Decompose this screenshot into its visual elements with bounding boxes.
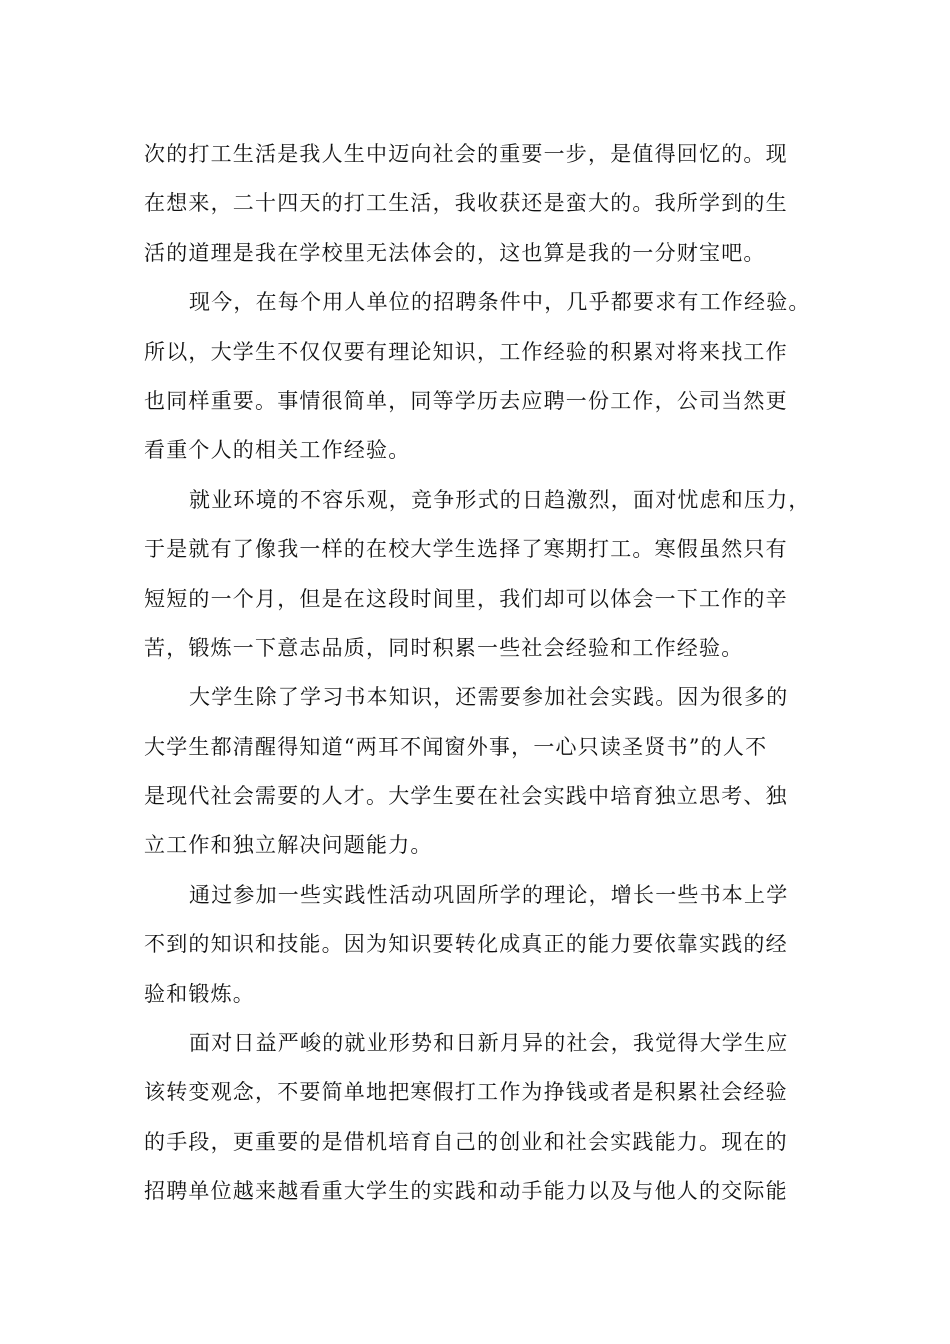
text-line: 的手段，更重要的是借机培育自己的创业和社会实践能力。现在的 [144, 1129, 788, 1154]
paragraph-first-line: 就业环境的不容乐观，竞争形式的日趋激烈，面对忧虑和压力， [189, 487, 811, 512]
text-line: 次的打工生活是我人生中迈向社会的重要一步，是值得回忆的。现 [144, 142, 788, 166]
text-line: 看重个人的相关工作经验。 [144, 438, 411, 463]
document-body [144, 130, 824, 1217]
text-line: 立工作和独立解决问题能力。 [144, 833, 433, 858]
text-line: 验和锻炼。 [144, 981, 255, 1006]
paragraph-first-line: 大学生除了学习书本知识，还需要参加社会实践。因为很多的 [189, 685, 789, 710]
text-line: 在想来，二十四天的打工生活，我收获还是蛮大的。我所学到的生 [144, 191, 788, 216]
text-line: 所以，大学生不仅仅要有理论知识，工作经验的积累对将来找工作 [144, 339, 788, 364]
text-line: 苦，锻炼一下意志品质，同时积累一些社会经验和工作经验。 [144, 635, 744, 660]
paragraph-first-line: 通过参加一些实践性活动巩固所学的理论，增长一些书本上学 [189, 882, 789, 907]
paragraph-first-line: 面对日益严峻的就业形势和日新月异的社会，我觉得大学生应 [189, 1031, 789, 1056]
text-line: 招聘单位越来越看重大学生的实践和动手能力以及与他人的交际能 [144, 1179, 788, 1204]
text-line: 大学生都清醒得知道“两耳不闻窗外事，一心只读圣贤书”的人不 [144, 734, 768, 759]
text-line: 短短的一个月，但是在这段时间里，我们却可以体会一下工作的辛 [144, 586, 788, 611]
text-line: 于是就有了像我一样的在校大学生选择了寒期打工。寒假虽然只有 [144, 537, 788, 562]
text-line: 是现代社会需要的人才。大学生要在社会实践中培育独立思考、独 [144, 784, 788, 809]
text-line: 也同样重要。事情很简单，同等学历去应聘一份工作，公司当然更 [144, 388, 788, 413]
text-line: 活的道理是我在学校里无法体会的，这也算是我的一分财宝吧。 [144, 240, 766, 265]
text-line: 不到的知识和技能。因为知识要转化成真正的能力要依靠实践的经 [144, 932, 788, 957]
text-line: 该转变观念，不要简单地把寒假打工作为挣钱或者是积累社会经验 [144, 1080, 788, 1105]
paragraph-first-line: 现今，在每个用人单位的招聘条件中，几乎都要求有工作经验。 [189, 290, 811, 315]
